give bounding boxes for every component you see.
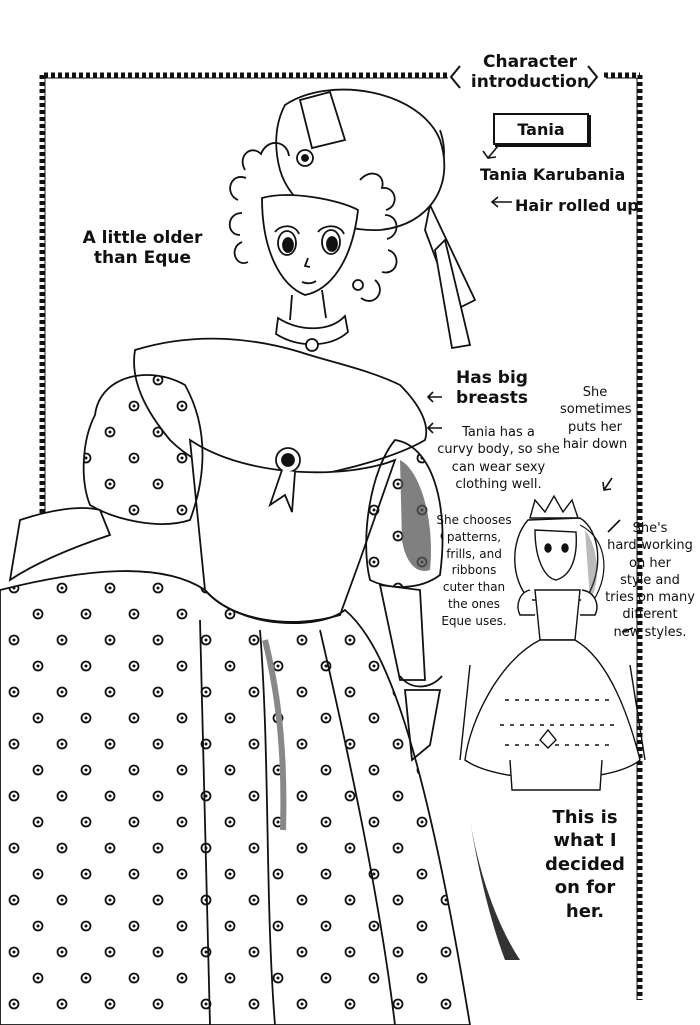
note-line: style and — [620, 572, 680, 588]
note-line: ribbons — [451, 563, 497, 578]
note-line: She chooses — [436, 513, 512, 527]
note-line: than Eque — [93, 248, 192, 269]
note-line: her. — [565, 900, 605, 922]
note-line: different — [622, 607, 678, 623]
note-line: breasts — [456, 388, 528, 409]
note-line: hair down — [562, 436, 628, 452]
title-line: Character — [482, 52, 578, 72]
note-line: This is — [552, 807, 618, 828]
note-line: frills, and — [446, 546, 502, 561]
hair-down-note — [560, 384, 630, 453]
note-line: on for — [554, 877, 616, 899]
note-line: the ones — [447, 596, 501, 611]
note-line: Eque uses. — [441, 613, 507, 628]
note-line: clothing well. — [455, 476, 542, 492]
note-line: sometimes — [560, 402, 632, 418]
hair-note: Hair rolled up — [515, 196, 639, 215]
note-line: on her — [629, 555, 671, 571]
note-line: She — [582, 385, 608, 400]
note-line: patterns, — [446, 529, 502, 544]
body-note — [436, 424, 561, 493]
note-line: A little older — [82, 228, 203, 248]
note-line: tries on many — [605, 590, 695, 606]
breasts-note — [452, 368, 532, 409]
note-line: Has big — [456, 368, 528, 388]
note-line: can wear sexy — [451, 459, 546, 475]
age-note — [80, 228, 205, 269]
note-line: new styles. — [613, 624, 687, 640]
note-line: cuter than — [442, 580, 506, 595]
page-title — [460, 52, 600, 93]
note-line: Tania has a — [462, 425, 535, 440]
note-line: hard-working — [607, 538, 693, 554]
style-note — [600, 520, 700, 641]
name-tag — [493, 113, 589, 145]
full-name: Tania Karubania — [480, 165, 626, 184]
note-line: curvy body, so she — [437, 442, 560, 458]
name-tag-label: Tania — [517, 119, 565, 139]
note-line: puts her — [567, 419, 623, 435]
patterns-note — [436, 512, 512, 630]
note-line: She's — [632, 521, 668, 536]
note-line: decided — [545, 853, 625, 875]
title-line: introduction — [470, 72, 590, 93]
note-line: what I — [553, 830, 617, 852]
decided-note — [540, 806, 630, 923]
